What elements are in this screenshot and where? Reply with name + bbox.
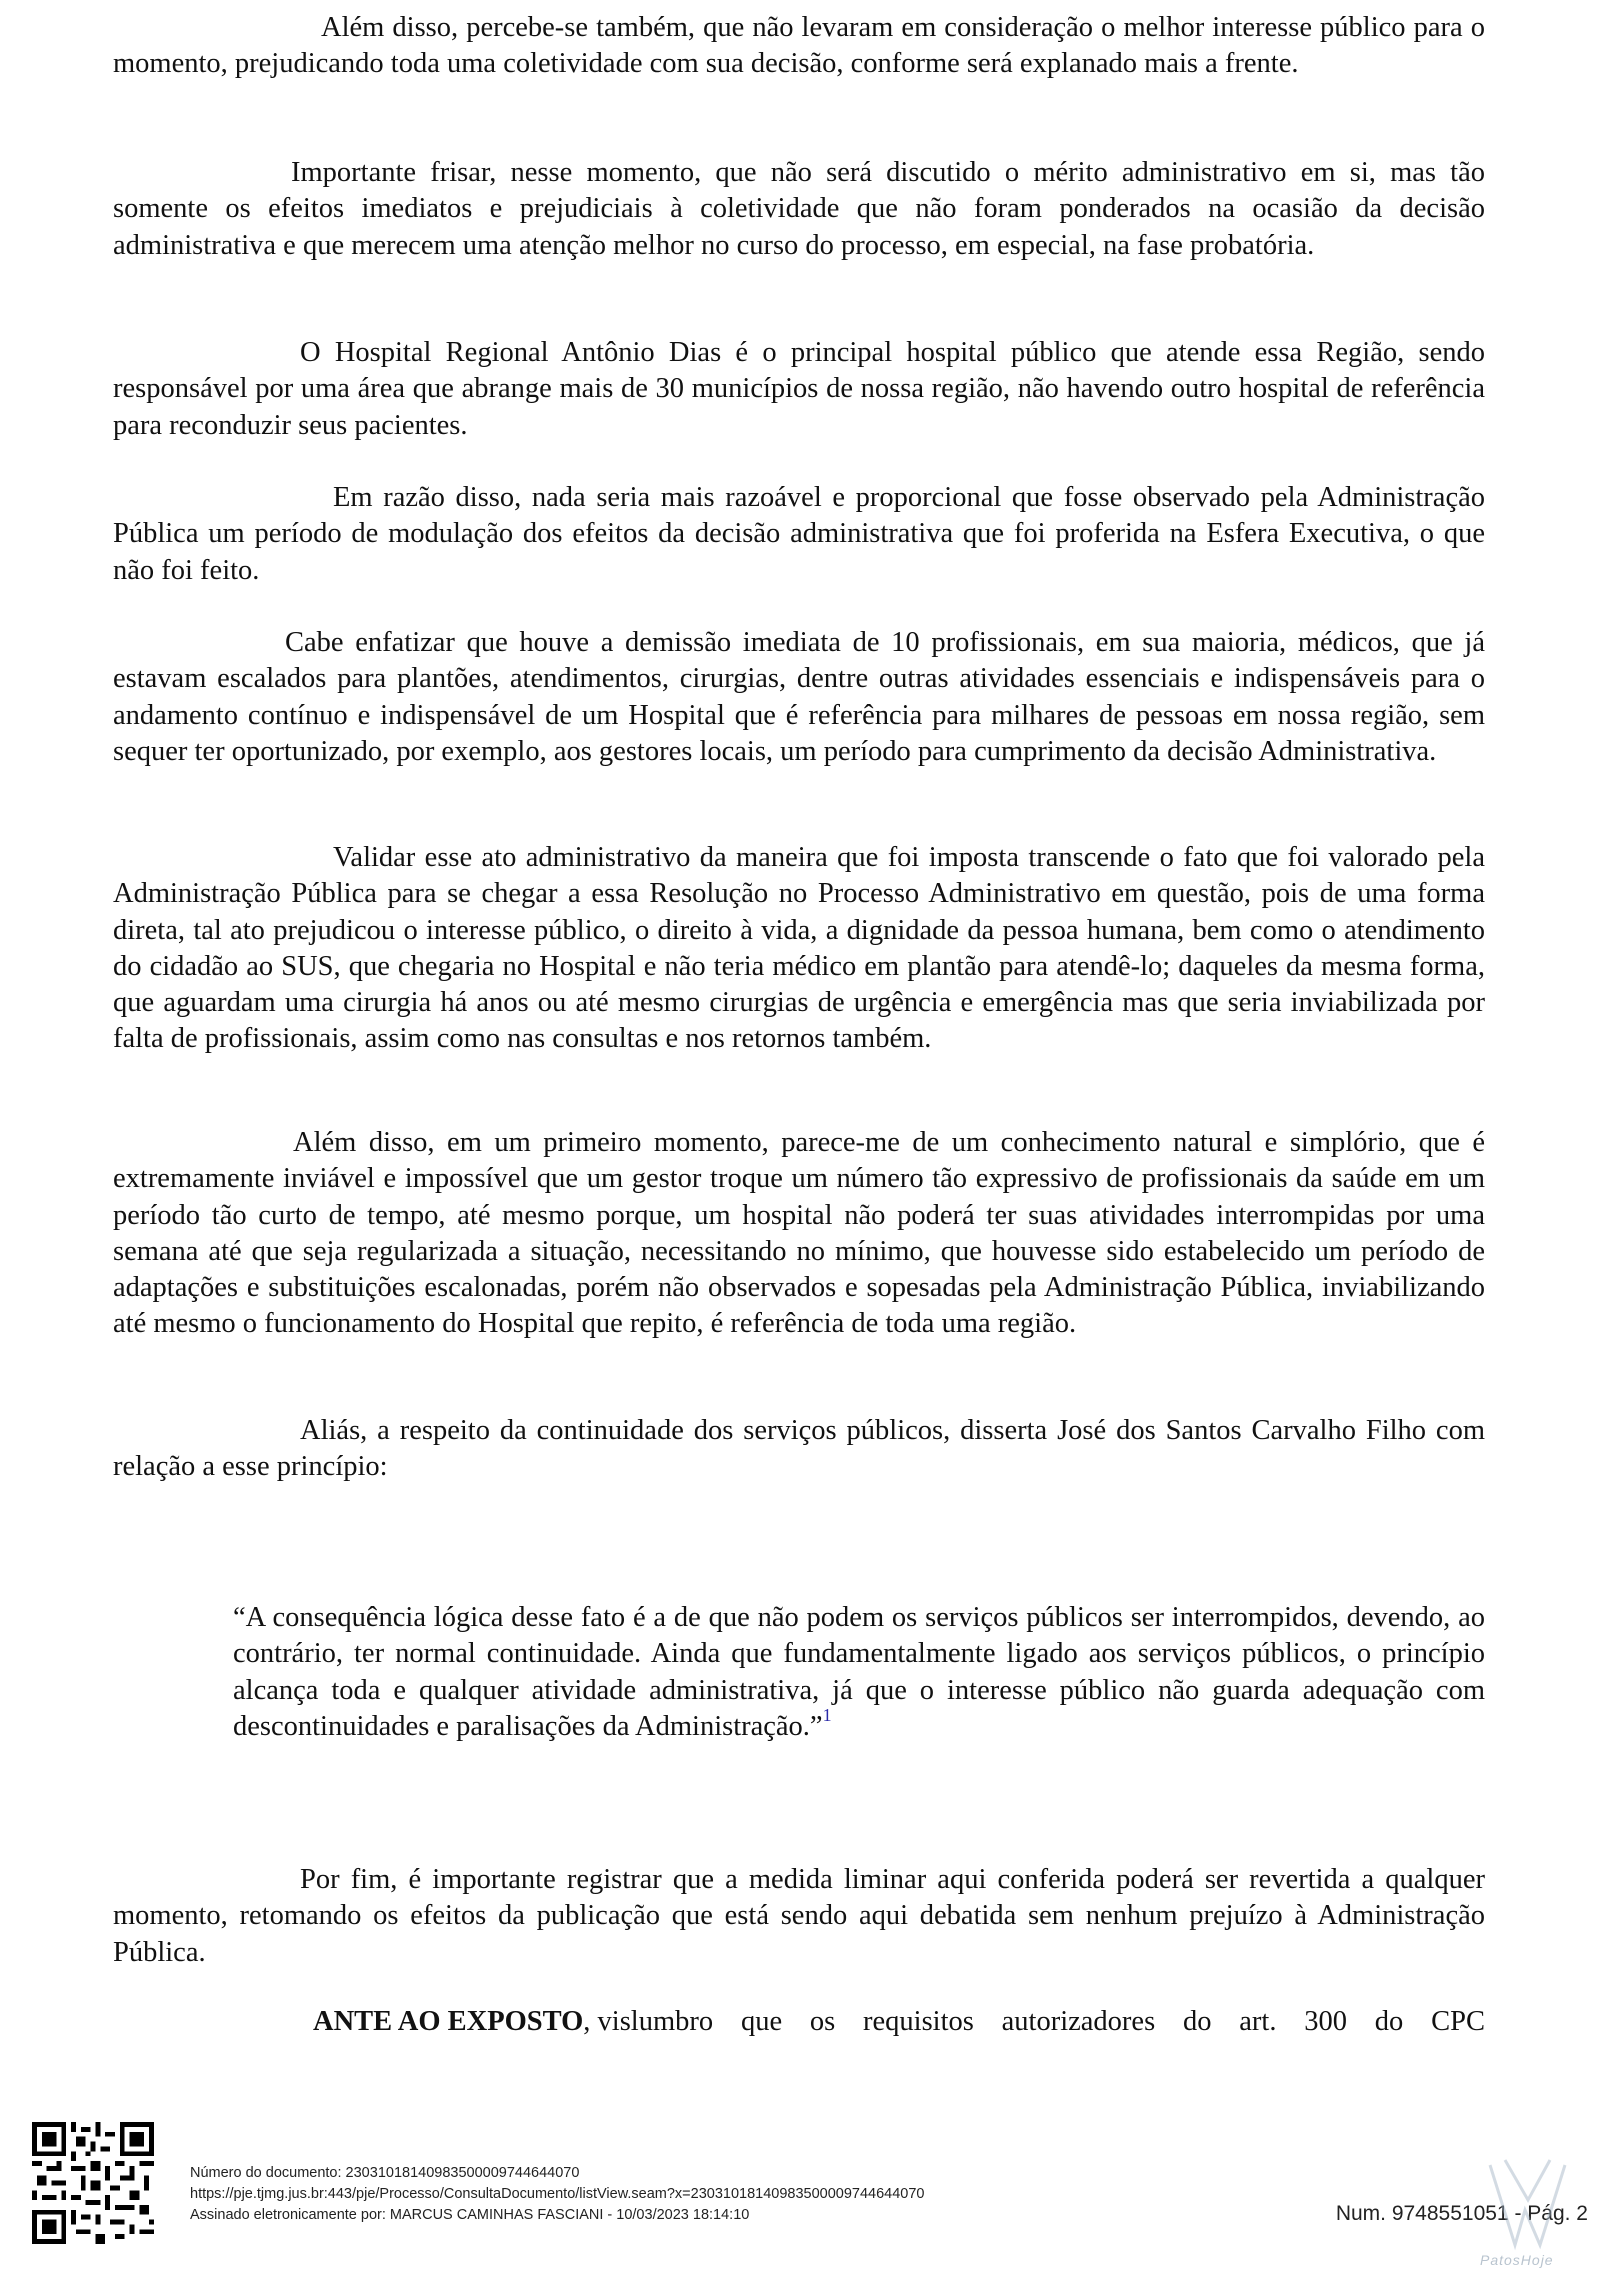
document-number: Número do documento: 23031018140983500009744644070 <box>190 2165 580 2181</box>
last-line-word: CPC <box>1431 2006 1485 2037</box>
block-quote <box>233 1600 1485 1745</box>
page-reference: Num. 9748551051 - Pág. 2 <box>1335 2202 1588 2225</box>
qr-code-icon[interactable] <box>32 2122 154 2244</box>
last-line-word: , vislumbro <box>583 2006 714 2037</box>
last-line-word: 300 <box>1304 2006 1347 2037</box>
paragraph-6: Validar esse ato administrativo da maneira que foi imposta transcende o fato que foi valorado pela Administração Pública para se chegar a essa Resolução no Processo Administrativo em questão, pois de uma forma direta, tal ato prejudicou o interesse público, o direito à vida, a dignidade da pessoa humana, bem como o atendimento do cidadão ao SUS, que chegaria no Hospital e não teria médico em plantão para atendê-lo; daqueles da mesma forma, que aguardam uma cirurgia há anos ou até mesmo cirurgias de urgência e emergência mas que seria inviabilizada por falta de profissionais, assim como nas consultas e nos retornos também. <box>113 842 1485 1055</box>
last-line-word: autorizadores <box>1001 2006 1156 2037</box>
paragraph-3: O Hospital Regional Antônio Dias é o principal hospital público que atende essa Região, sendo responsável por uma área que abrange mais de 30 municípios de nossa região, não havendo outro hospital de referência para reconduzir seus pacientes. <box>113 337 1485 441</box>
last-line-word: do <box>1374 2006 1404 2037</box>
last-line-word: requisitos <box>863 2006 974 2037</box>
paragraph-2: Importante frisar, nesse momento, que não será discutido o mérito administrativo em si, mas tão somente os efeitos imediatos e prejudiciais à coletividade que não foram ponderados na ocasião da decisão administrativa e que merecem uma atenção melhor no curso do processo, em especial, na fase probatória. <box>113 157 1485 261</box>
ante-ao-exposto-heading: ANTE AO EXPOSTO <box>313 2006 584 2037</box>
paragraph-5: Cabe enfatizar que houve a demissão imediata de 10 profissionais, em sua maioria, médicos, que já estavam escalados para plantões, atendimentos, cirurgias, dentre outras atividades essenciais e indispensáveis para o andamento contínuo e indispensável de um Hospital que é referência para milhares de pessoas em nossa região, sem sequer ter oportunizado, por exemplo, aos gestores locais, um período para cumprimento da decisão Administrativa. <box>113 627 1485 767</box>
closing-paragraph: Por fim, é importante registrar que a medida liminar aqui conferida poderá ser revertida a qualquer momento, retomando os efeitos da publicação que está sendo aqui debatida sem nenhum prejuízo à Administração Pública. <box>113 1864 1485 1968</box>
paragraph-8: Aliás, a respeito da continuidade dos serviços públicos, disserta José dos Santos Carvalho Filho com relação a esse princípio: <box>113 1415 1485 1483</box>
paragraph-4: Em razão disso, nada seria mais razoável e proporcional que fosse observado pela Administração Pública um período de modulação dos efeitos da decisão administrativa que foi proferida na Esfera Executiva, o que não foi feito. <box>113 482 1485 586</box>
last-line-lead <box>313 2004 713 2040</box>
paragraph-1: Além disso, percebe-se também, que não levaram em consideração o melhor interesse público para o momento, prejudicando toda uma coletividade com sua decisão, conforme será explanado mais a frente. <box>113 12 1485 80</box>
watermark-text: PatosHoje <box>1480 2252 1554 2268</box>
document-url[interactable]: https://pje.tjmg.jus.br:443/pje/Processo/ConsultaDocumento/listView.seam?x=23031018140983500009744644070 <box>190 2186 925 2202</box>
last-line-word: os <box>809 2006 836 2037</box>
quote-text: “A consequência lógica desse fato é a de que não podem os serviços públicos ser interrompidos, devendo, ao contrário, ter normal continuidade. Ainda que fundamentalmente ligado aos serviços públicos, o princípio alcança toda e qualquer atividade administrativa, já que o interesse público não guarda adequação com descontinuidades e paralisações da Administração.” <box>233 1602 1485 1742</box>
last-line-word: do <box>1182 2006 1212 2037</box>
document-metadata <box>190 2163 925 2226</box>
last-line <box>313 2004 1485 2040</box>
watermark-logo-icon <box>1470 2140 1580 2270</box>
last-line-word: que <box>740 2006 783 2037</box>
last-line-word: art. <box>1239 2006 1277 2037</box>
footnote-reference[interactable]: 1 <box>822 1704 832 1725</box>
paragraph-7: Além disso, em um primeiro momento, parece-me de um conhecimento natural e simplório, que é extremamente inviável e impossível que um gestor troque um número tão expressivo de profissionais da saúde em um período tão curto de tempo, até mesmo porque, um hospital não poderá ter suas atividades interrompidas por uma semana até que seja regularizada a situação, necessitando no mínimo, que houvesse sido estabelecido um período de adaptações e substituições escalonadas, porém não observados e sopesadas pela Administração Pública, inviabilizando até mesmo o funcionamento do Hospital que repito, é referência de toda uma região. <box>113 1127 1485 1340</box>
electronic-signature: Assinado eletronicamente por: MARCUS CAMINHAS FASCIANI - 10/03/2023 18:14:10 <box>190 2207 750 2223</box>
